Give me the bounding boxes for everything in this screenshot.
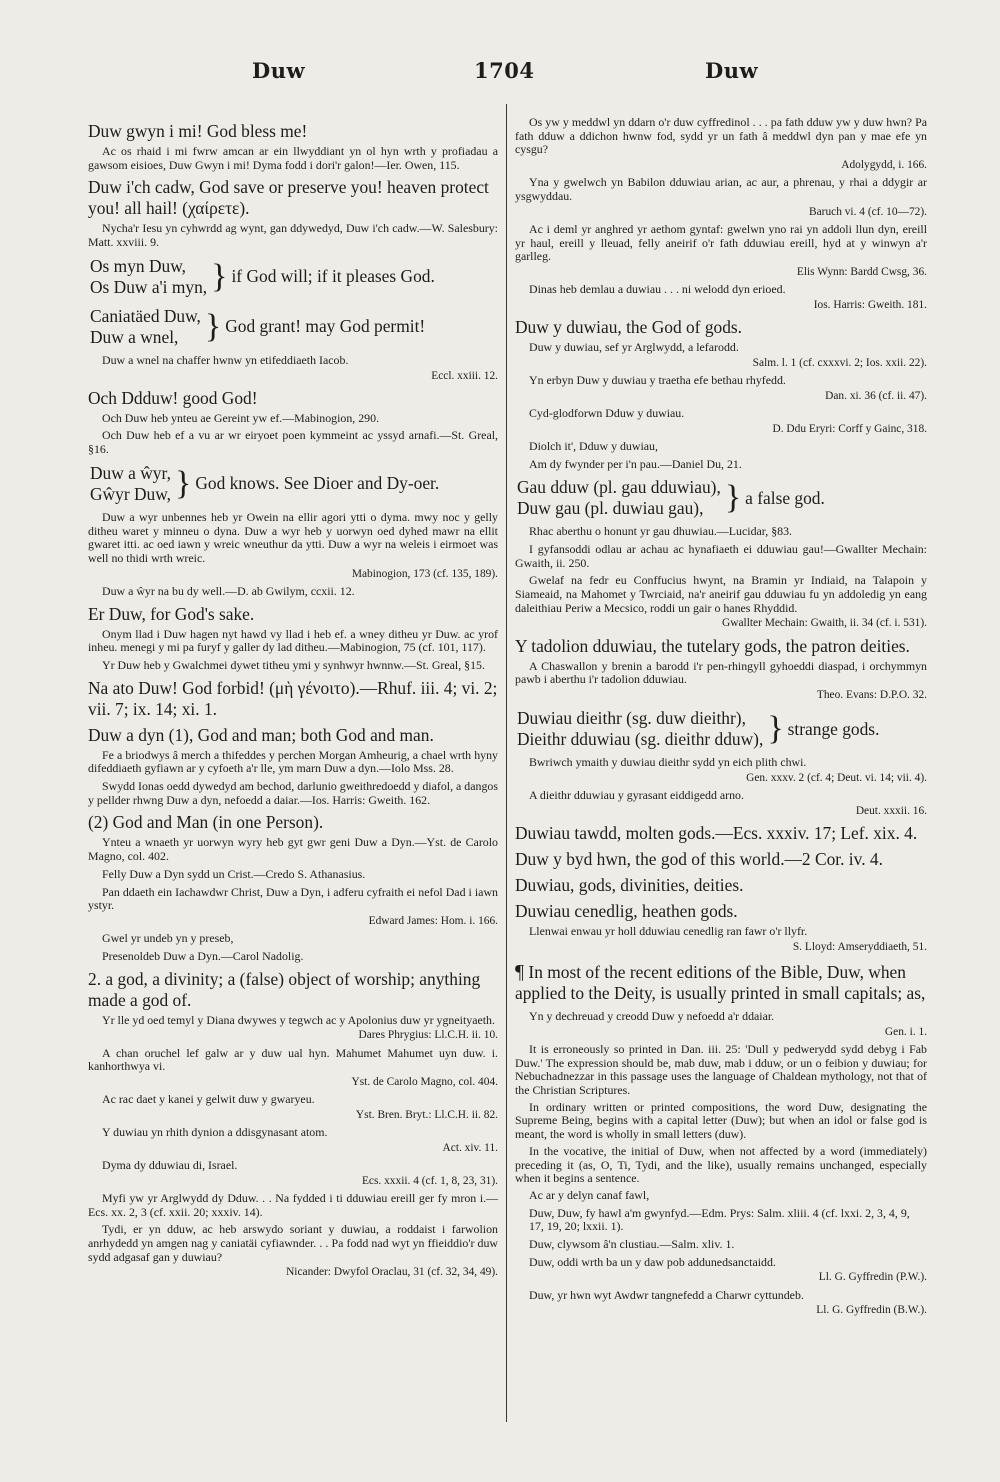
citation: Llenwai enwau yr holl dduwiau cenedlig ran fawr o'r llyfr. (529, 924, 808, 939)
source: Gen. xxxv. 2 (cf. 4; Deut. vi. 14; vii. 4). (746, 772, 927, 784)
citation: Yna y gwelwch yn Babilon dduwiau arian, ac aur, a phrenau, y rhai a ddygir ar ysgwyddau. (515, 175, 927, 204)
verse-line: Gwel yr undeb yn y preseb, (102, 931, 234, 946)
verse-line: Presenoldeb Duw a Dyn.—Carol Nadolig. (102, 948, 304, 963)
pilcrow-icon: ¶ (515, 961, 525, 984)
headword-variant: Caniatäed Duw, (90, 305, 201, 326)
headword: Duw a dyn (1), God and man; both God and man. (88, 724, 434, 745)
bracketed-headwords (88, 461, 441, 507)
citation: Yn erbyn Duw y duwiau y traetha efe bethau rhyfedd. (529, 373, 786, 388)
left-column (88, 116, 498, 1284)
citation: Y duwiau yn rhith dynion a ddisgynasant atom. (102, 1125, 328, 1140)
headword-variant: Duwiau dieithr (sg. duw dieithr), (517, 708, 746, 729)
citation: Yr lle yd oed temyl y Diana dwywes y tegwch ac y Apolonius duw yr ygneityaeth. (102, 1012, 495, 1027)
usage-note (515, 962, 927, 1004)
source: Adolygydd, i. 166. (841, 159, 927, 172)
brace: } (724, 479, 742, 517)
bracketed-headwords (88, 254, 437, 300)
verse-line: Diolch it', Dduw y duwiau, (529, 438, 658, 453)
source: Nicander: Dwyfol Oraclau, 31 (cf. 32, 34, 49). (286, 1266, 498, 1279)
headword: Na ato Duw! God forbid! (μὴ γένοιτο).—Rhuf. iii. 4; vi. 2; vii. 7; ix. 14; xi. 1. (88, 677, 498, 719)
verse-line: Ac ar y delyn canaf fawl, (529, 1187, 650, 1202)
source: Eccl. xxiii. 12. (431, 369, 498, 382)
citation: Ynteu a wnaeth yr uorwyn wyry heb gyt gwr geni Duw a Dyn.—Yst. de Carolo Magno, col. 402. (88, 835, 498, 864)
headword-variant: Dieithr dduwiau (sg. dieithr dduw), (517, 729, 764, 750)
headword: Duw i'ch cadw, God save or preserve you! heaven protect you! all hail! (χαίρετε). (88, 177, 489, 219)
right-column (515, 116, 927, 1322)
headword: Er Duw, for God's sake. (88, 603, 255, 624)
headword: Duwiau cenedlig, heathen gods. (515, 901, 738, 922)
headword-variant: Os Duw a'i myn, (90, 276, 208, 297)
citation: Dyma dy dduwiau di, Israel. (102, 1157, 238, 1172)
headword-variant: Duw a wnel, (90, 326, 179, 347)
citation: Os yw y meddwl yn ddarn o'r duw cyffredinol . . . pa fath dduw yw y duw hwn? Pa fath dduw a ddichon hwnw fod, sydd yr un fath â meddwl dyn pan y mae efe yn cysgu? (515, 115, 927, 157)
citation: Duw y duwiau, sef yr Arglwydd, a lefarodd. (529, 340, 739, 355)
citation: Och Duw heb ef a vu ar wr eiryoet poen kymmeint ac yssyd arnafi.—St. Greal, §16. (88, 428, 498, 457)
column-rule (506, 104, 507, 1422)
citation: Rhac aberthu o honunt yr gau dhuwiau.—Lucidar, §83. (529, 524, 793, 539)
headword: Och Ddduw! good God! (88, 387, 258, 408)
headword: 2. a god, a divinity; a (false) object of worship; anything made a god of. (88, 968, 481, 1010)
note-paragraph: In ordinary written or printed compositions, the word Duw, designating the Supreme Being, begins with a capital letter (Duw); but when an idol or false god is meant, the word is wholly in small letters (duw). (515, 1099, 927, 1142)
citation: Dinas heb demlau a duwiau . . . ni welodd dyn erioed. (529, 282, 786, 297)
citation: Duw, yr hwn wyt Awdwr tangnefedd a Charwr cyttundeb. (529, 1287, 804, 1302)
citation: Onym llad i Duw hagen nyt hawd vy llad i heb ef. a wney ditheu yr Duw. ac yrof inheu. menegi y mi pa furyf y galler dy lad ditheu.—Mabinogion, 75 (cf. 101, 117). (88, 626, 498, 655)
citation: A dieithr dduwiau y gyrasant eiddigedd arno. (529, 788, 744, 803)
citation: Pan ddaeth ein Iachawdwr Christ, Duw a Dyn, i adferu cyfraith ei nefol Dad i iawn ystyr. (88, 884, 498, 913)
citation: A chan oruchel lef galw ar y duw ual hyn. Mahumet Mahumet uyn duw. i. kanhorthwya vi. (88, 1045, 498, 1074)
source: Elis Wynn: Bardd Cwsg, 36. (796, 266, 927, 279)
usage-note-text: In most of the recent editions of the Bible, Duw, when applied to the Deity, is usually printed in small capitals; as, (515, 962, 926, 1004)
gloss: if God will; if it pleases God. (231, 266, 435, 287)
citation: Tydi, er yn dduw, ac heb arswydo soriant y duwiau, a roddaist i farwolion anrhydedd yn amgen nag y caniatäi cyfiawnder. . . Pa fodd nad wyt yn ffieiddio'r duw sydd adgasaf gan y duwiau? (88, 1222, 498, 1264)
brace: } (174, 464, 192, 502)
headword-variant: Gŵyr Duw, (90, 483, 171, 504)
citation: Swydd Ionas oedd dywedyd am bechod, darlunio gweithredoedd y diafol, a dangos y pellder rhwng Duw a dyn, nefoedd a daiar.—Ios. Harris: Gweith. 162. (88, 779, 498, 807)
source: Yst. Bren. Bryt.: Ll.C.H. ii. 82. (355, 1108, 498, 1121)
bracketed-headwords (88, 304, 427, 350)
citation: Felly Duw a Dyn sydd un Crist.—Credo S. Athanasius. (102, 866, 366, 881)
citation: A Chaswallon y brenin a barodd i'r pen-rhingyll gyhoeddi diaspad, i orchymmyn pawb i aberthu i'r tadolion dduwiau. (515, 658, 927, 687)
citation: Ac i deml yr anghred yr aethom gyntaf: gwelwn yno rai yn addoli llun dyn, ereill yr haul, ereill y lleuad, felly aneirif o'r fath dduwiau ereill, hyd at y winwyn a'r garlleg. (515, 221, 927, 264)
running-head-right: Duw (705, 58, 759, 83)
source: Deut. xxxii. 16. (855, 804, 927, 817)
citation: Duw a ŵyr na bu dy well.—D. ab Gwilym, ccxii. 12. (102, 583, 355, 598)
citation: Duw a wyr unbennes heb yr Owein na ellir agori ytti o dyma. mwy noc y gelly ditheu waret y minneu o dyna. Duw a wyr heb y uorwyn oed dyhed mawr na ellit gwaret itti. ac oed iawn y wreic wneuthur da ytti. Duw a wyr na weleis i eirmoet was well no thidi wrth wreic. (88, 509, 498, 565)
citation: Duw, oddi wrth ba un y daw pob addunedsanctaidd. (529, 1254, 776, 1269)
citation: Ac os rhaid i mi fwrw amcan ar ein llwyddiant yn ol hyn wrth y profiadau a gawsom eisioes, Duw Gwyn i mi! Dyma fodd i dori'r galon!—Ier. Owen, 115. (88, 144, 498, 172)
source: Edward James: Hom. i. 166. (368, 914, 498, 927)
headword: Y tadolion dduwiau, the tutelary gods, the patron deities. (515, 635, 910, 656)
headword: Duw y byd hwn, the god of this world.—2 Cor. iv. 4. (515, 849, 883, 870)
brace: } (211, 257, 228, 295)
note-paragraph: In the vocative, the initial of Duw, when not affected by a word (immediately) preceding it (as, O, Ti, Tydi, and the like), usually remains unchanged, especially when it begins a sentence. (515, 1143, 927, 1186)
headword: (2) God and Man (in one Person). (88, 812, 324, 833)
citation: Duw a wnel na chaffer hwnw yn etifeddiaeth Iacob. (102, 352, 349, 367)
source: S. Lloyd: Amseryddiaeth, 51. (792, 940, 927, 953)
citation: Duw, clywsom â'n clustiau.—Salm. xliv. 1. (529, 1237, 735, 1252)
brace: } (767, 710, 784, 748)
source: D. Ddu Eryri: Corff y Gainc, 318. (772, 422, 927, 435)
headword: Duw gwyn i mi! God bless me! (88, 121, 308, 141)
source: Gen. i. 1. (884, 1025, 927, 1038)
gloss: God grant! may God permit! (225, 316, 426, 337)
source: Gwallter Mechain: Gwaith, ii. 34 (cf. i. 531). (722, 617, 927, 630)
source: Ios. Harris: Gweith. 181. (813, 298, 927, 311)
headword-variant: Gau dduw (pl. gau dduwiau), (517, 477, 721, 498)
verse-line: Am dy fwynder per i'n pau.—Daniel Du, 21. (529, 456, 742, 471)
headword: Duwiau, gods, divinities, deities. (515, 875, 744, 896)
citation: Yr Duw heb y Gwalchmei dywet titheu ymi y synhwyr hwnnw.—St. Greal, §15. (102, 657, 485, 672)
source: Salm. l. 1 (cf. cxxxvi. 2; Ios. xxii. 22). (752, 356, 927, 369)
citation: Gwelaf na fedr eu Conffucius hwynt, na Bramin yr Indiaid, na Talapoin y Siameaid, na Mahomet y Twrciaid, na'r aneirif gau dduwiau fu yn addoledig yn eang daleithiau Periw a Mecsico, roddi un gair o hanes Rhyddid. (515, 573, 927, 615)
verse-line: Duw, Duw, fy hawl a'm gwynfyd.—Edm. Prys: Salm. xliii. 4 (cf. lxxi. 2, 3, 4, 9, 17, 19, 20; lxxii. 1). (529, 1205, 910, 1234)
citation: Och Duw heb ynteu ae Gereint yw ef.—Mabinogion, 290. (102, 410, 380, 425)
headword: Duw y duwiau, the God of gods. (515, 317, 743, 338)
gloss: strange gods. (787, 718, 880, 739)
source: Act. xiv. 11. (442, 1141, 498, 1154)
headword-variant: Duw gau (pl. duwiau gau), (517, 498, 704, 519)
source: Baruch vi. 4 (cf. 10—72). (809, 205, 927, 218)
citation: Yn y dechreuad y creodd Duw y nefoedd a'r ddaiar. (529, 1009, 775, 1024)
gloss: God knows. See Dioer and Dy-oer. (195, 473, 440, 494)
headword-variant: Os myn Duw, (90, 255, 186, 276)
brace: } (204, 307, 222, 345)
source: Ecs. xxxii. 4 (cf. 1, 8, 23, 31). (361, 1174, 498, 1187)
bracketed-headwords (515, 475, 827, 521)
page-number: 1704 (474, 58, 535, 83)
citation: I gyfansoddi odlau ar achau ac hynafiaeth ei dduwiau gau!—Gwallter Mechain: Gwaith, ii. 250. (515, 541, 927, 570)
note-paragraph: It is erroneously so printed in Dan. iii. 25: 'Dull y pedwerydd sydd debyg i Fab Duw.' The expression should be, mab duw, mab i dduw, or un o feibion y duwiau; for Nebuchadnezzar in this passage uses the language of Chaldean mythology, not that of the Christian Scriptures. (515, 1041, 927, 1098)
headword-variant: Duw a ŵyr, (90, 462, 171, 483)
citation: Fe a briodwys â merch a thifeddes y perchen Morgan Amheurig, a chael wrth hyny difeddiaeth gyfiawn ar y cyfoeth a'r lle, ym marn Duw a dyn.—Iolo Mss. 28. (88, 747, 498, 776)
source: Dares Phrygius: Ll.C.H. ii. 10. (358, 1029, 498, 1042)
source: Ll. G. Gyffredin (B.W.). (816, 1304, 927, 1317)
gloss: a false god. (745, 487, 825, 508)
citation: Ac rac daet y kanei y gelwit duw y gwaryeu. (102, 1092, 315, 1107)
bracketed-headwords (515, 706, 881, 752)
citation: Cyd-glodforwn Dduw y duwiau. (529, 405, 685, 420)
headword: Duwiau tawdd, molten gods.—Ecs. xxxiv. 17; Lef. xix. 4. (515, 823, 918, 844)
source: Yst. de Carolo Magno, col. 404. (351, 1075, 498, 1088)
source: Mabinogion, 173 (cf. 135, 189). (351, 567, 498, 580)
running-head-left: Duw (252, 58, 306, 83)
source: Dan. xi. 36 (cf. ii. 47). (825, 389, 927, 402)
source: Ll. G. Gyffredin (P.W.). (818, 1271, 927, 1284)
citation: Myfi yw yr Arglwydd dy Dduw. . . Na fydded i ti dduwiau ereill ger fy mron i.—Ecs. xx. 2, 3 (cf. xxii. 20; xxxiv. 14). (88, 1190, 498, 1219)
source: Theo. Evans: D.P.O. 32. (816, 689, 927, 702)
citation: Nycha'r Iesu yn cyhwrdd ag wynt, gan ddywedyd, Duw i'ch cadw.—W. Salesbury: Matt. xxviii. 9. (88, 221, 498, 250)
citation: Bwriwch ymaith y duwiau dieithr sydd yn eich plith chwi. (529, 755, 807, 770)
